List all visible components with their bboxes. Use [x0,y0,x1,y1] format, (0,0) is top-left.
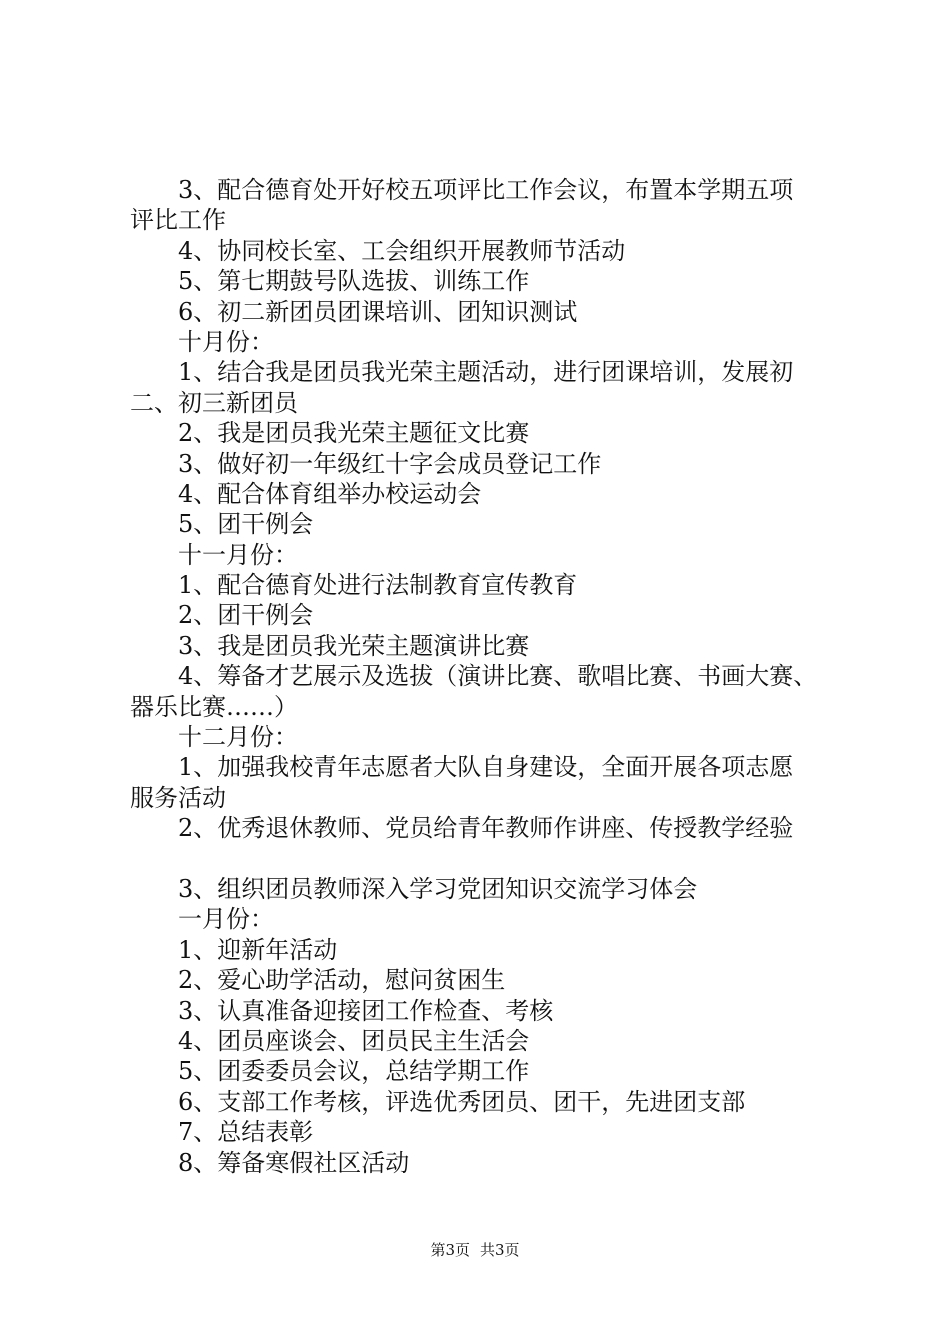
text-line: 十二月份： [178,723,298,752]
text-line: 十月份： [178,327,274,356]
text-line: 1、加强我校青年志愿者大队自身建设，全面开展各项志愿 [178,753,794,782]
text-line: 5、团委委员会议，总结学期工作 [178,1057,530,1086]
text-line: 2、团干例会 [178,601,314,630]
text-line: 3、认真准备迎接团工作检查、考核 [178,996,554,1025]
text-line: 5、团干例会 [178,510,314,539]
text-line: 3、做好初一年级红十字会成员登记工作 [178,449,602,478]
blank-line [130,844,840,874]
text-line: 3、配合德育处开好校五项评比工作会议，布置本学期五项 [178,176,794,204]
text-line: 8、筹备寒假社区活动 [178,1148,410,1177]
text-line: 服务活动 [130,783,226,812]
text-line: 6、初二新团员团课培训、团知识测试 [178,297,578,326]
text-line: 4、筹备才艺展示及选拔（演讲比赛、歌唱比赛、书画大赛、 [178,662,818,691]
text-line: 器乐比赛……） [130,692,298,721]
text-line: 1、迎新年活动 [178,935,338,964]
text-line: 3、组织团员教师深入学习党团知识交流学习体会 [178,874,698,903]
text-line: 7、总结表彰 [178,1118,314,1147]
page-number: 第3页 [430,1241,470,1259]
text-line: 二、初三新团员 [130,388,298,417]
text-line: 4、团员座谈会、团员民主生活会 [178,1026,530,1055]
text-line: 评比工作 [130,206,226,235]
text-line: 6、支部工作考核，评选优秀团员、团干，先进团支部 [178,1087,746,1116]
text-line: 一月份： [178,905,274,934]
text-line: 4、协同校长室、工会组织开展教师节活动 [178,236,626,265]
text-line: 2、爱心助学活动，慰问贫困生 [178,966,506,995]
page-footer [0,1240,950,1260]
text-line: 5、第七期鼓号队选拔、训练工作 [178,267,530,296]
page-total: 共3页 [480,1241,520,1259]
text-line: 4、配合体育组举办校运动会 [178,479,482,508]
document-body [130,175,840,1178]
text-line: 2、优秀退休教师、党员给青年教师作讲座、传授教学经验 [178,814,794,843]
text-line: 1、配合德育处进行法制教育宣传教育 [178,571,578,600]
text-line: 十一月份： [178,540,298,569]
text-line: 3、我是团员我光荣主题演讲比赛 [178,631,530,660]
text-line: 2、我是团员我光荣主题征文比赛 [178,419,530,448]
text-line: 1、结合我是团员我光荣主题活动，进行团课培训，发展初 [178,358,794,387]
